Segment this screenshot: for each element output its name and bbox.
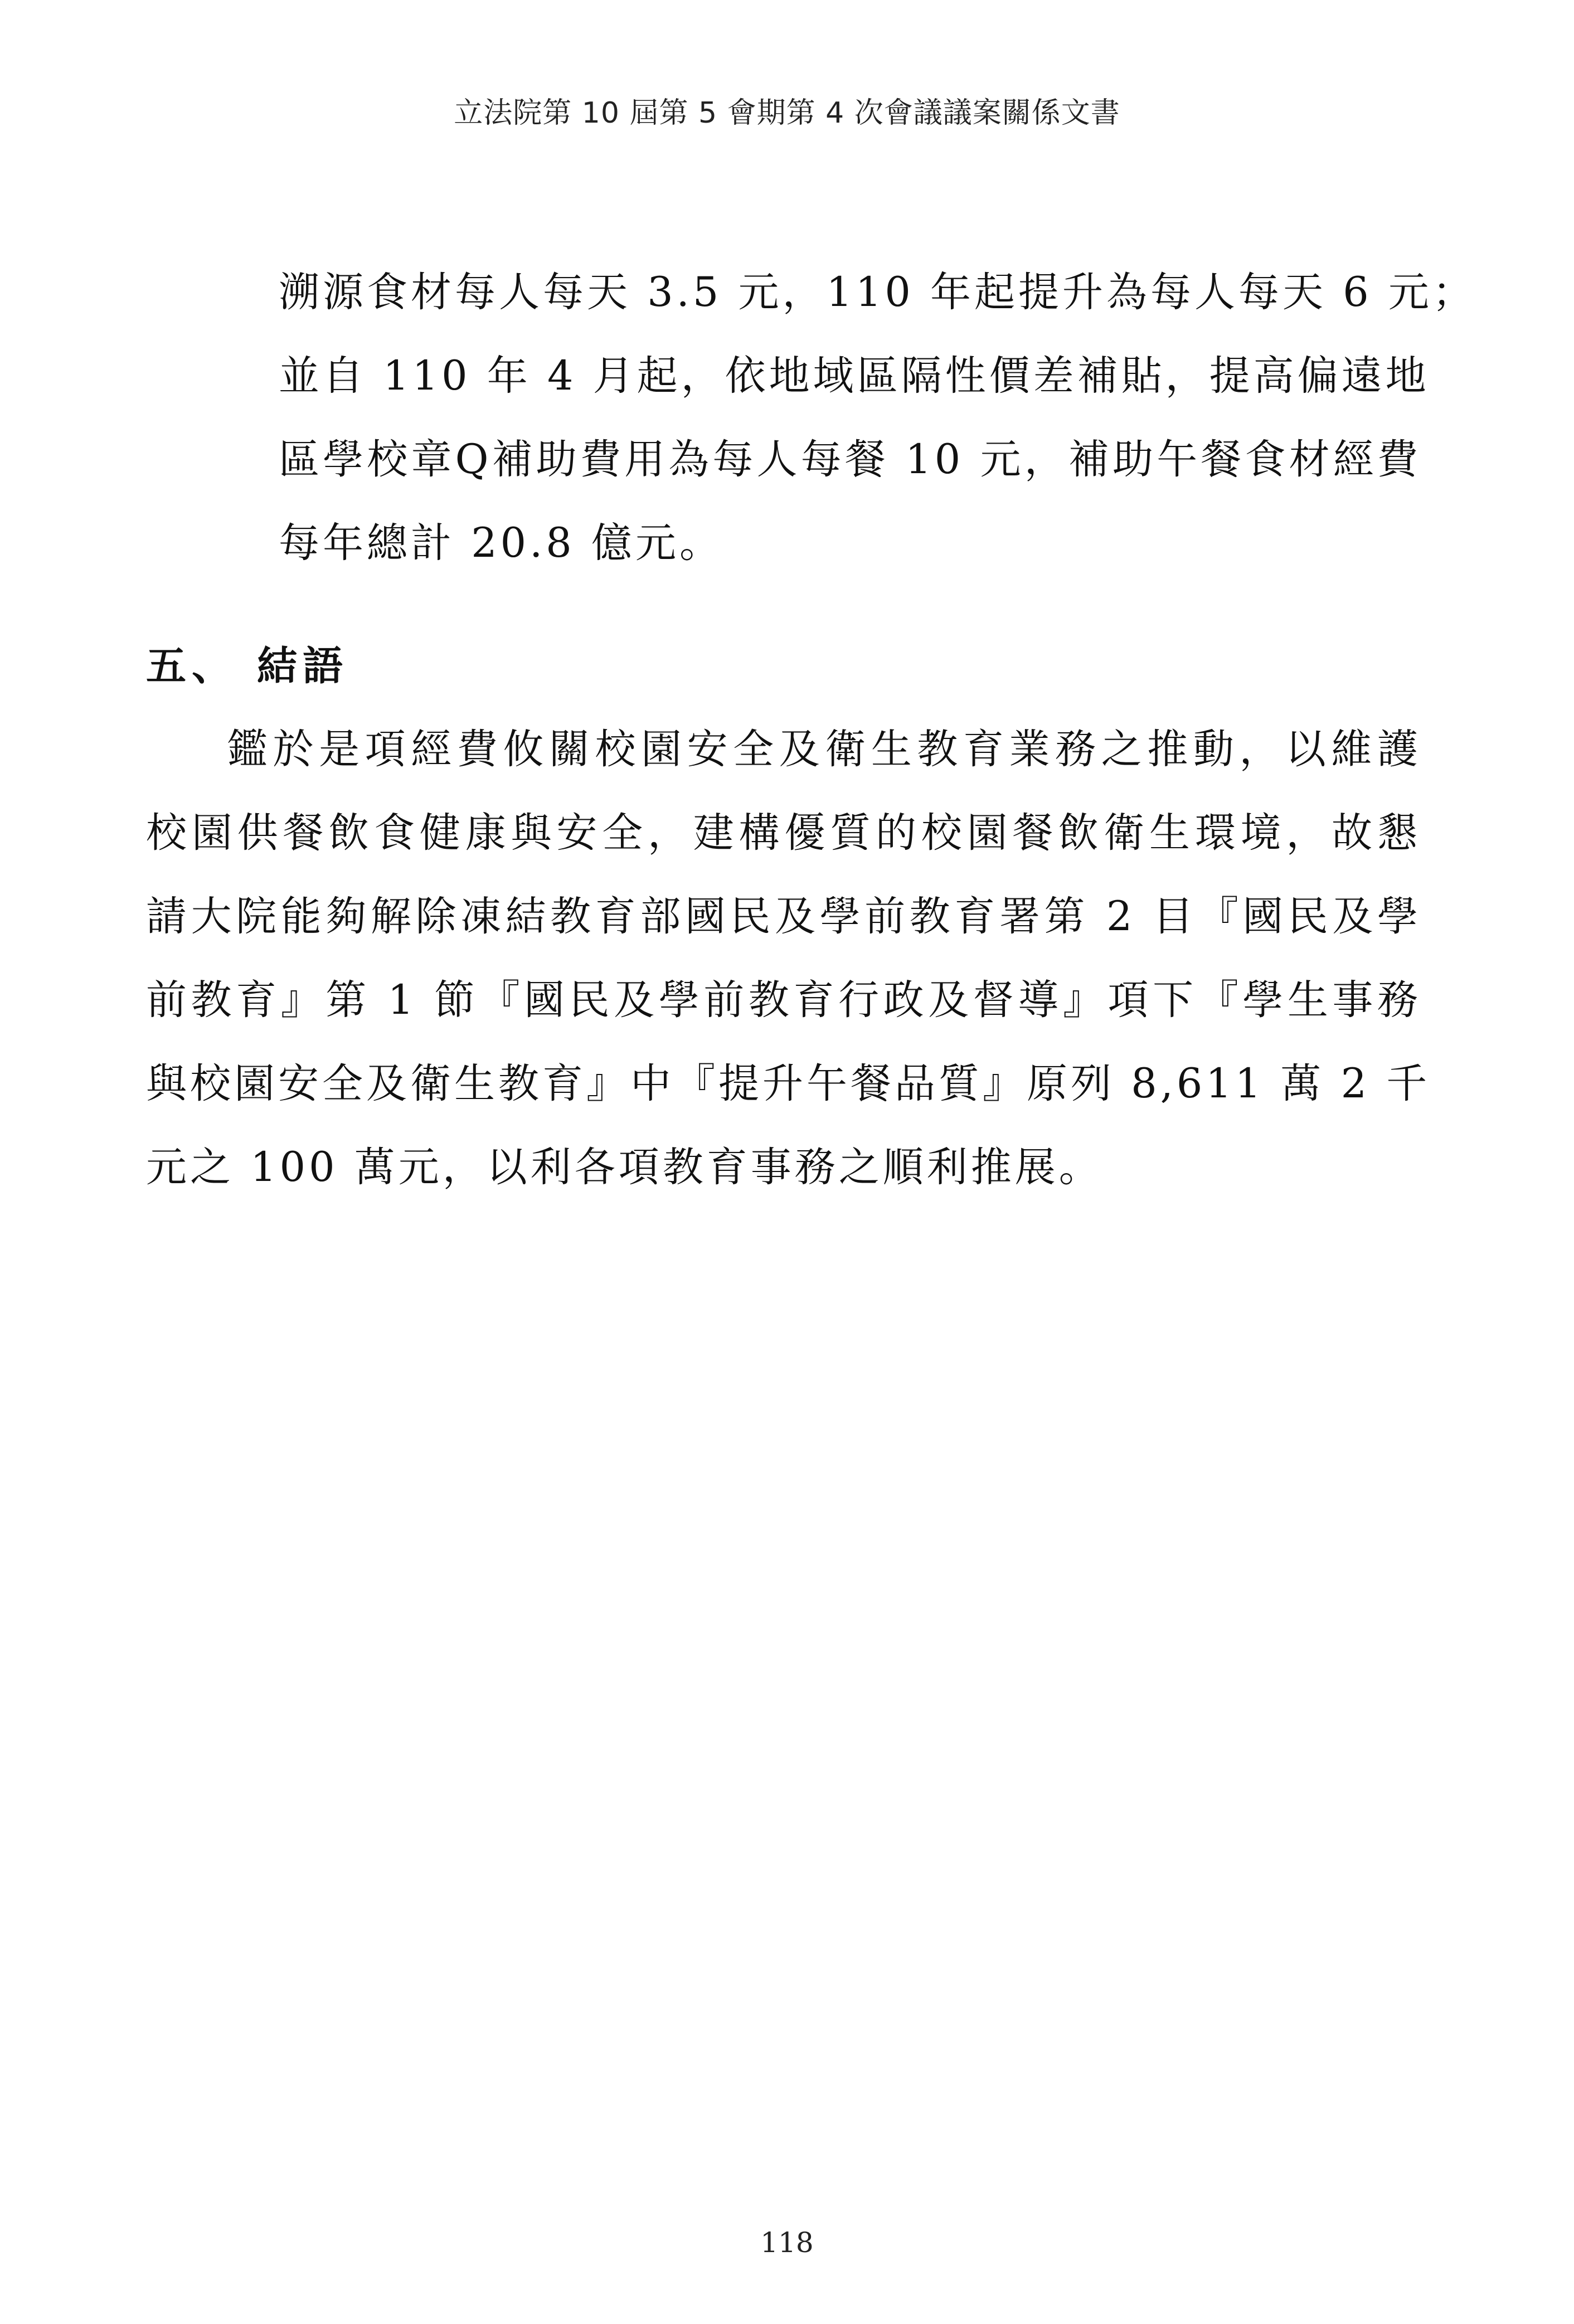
paragraph-line: 請大院能夠解除凍結教育部國民及學前教育署第 2 目『國民及學 xyxy=(146,893,1421,940)
paragraph-line: 前教育』第 1 節『國民及學前教育行政及督導』項下『學生事務 xyxy=(146,976,1421,1024)
paragraph-line: 校園供餐飲食健康與安全，建構優質的校園餐飲衛生環境，故懇 xyxy=(146,809,1421,857)
paragraph-line: 溯源食材每人每天 3.5 元，110 年起提升為每人每天 6 元； xyxy=(279,269,1476,316)
conclusion-paragraph xyxy=(146,708,1431,1209)
paragraph-line: 並自 110 年 4 月起，依地域區隔性價差補貼，提高偏遠地 xyxy=(279,352,1430,400)
paragraph-line: 每年總計 20.8 億元。 xyxy=(279,519,723,567)
paragraph-line: 元之 100 萬元，以利各項教育事務之順利推展。 xyxy=(146,1144,1103,1191)
paragraph-line: 鑑於是項經費攸關校園安全及衛生教育業務之推動，以維護 xyxy=(227,726,1421,773)
paragraph-line: 與校園安全及衛生教育』中『提升午餐品質』原列 8,611 萬 2 千 xyxy=(146,1060,1431,1107)
continued-paragraph xyxy=(279,251,1476,585)
paragraph-line: 區學校章Q補助費用為每人每餐 10 元，補助午餐食材經費 xyxy=(279,436,1421,483)
running-header: 立法院第 10 屆第 5 會期第 4 次會議議案關係文書 xyxy=(454,96,1120,130)
section-heading-conclusion: 五、 結語 xyxy=(146,643,349,689)
page-number: 118 xyxy=(760,2226,814,2259)
